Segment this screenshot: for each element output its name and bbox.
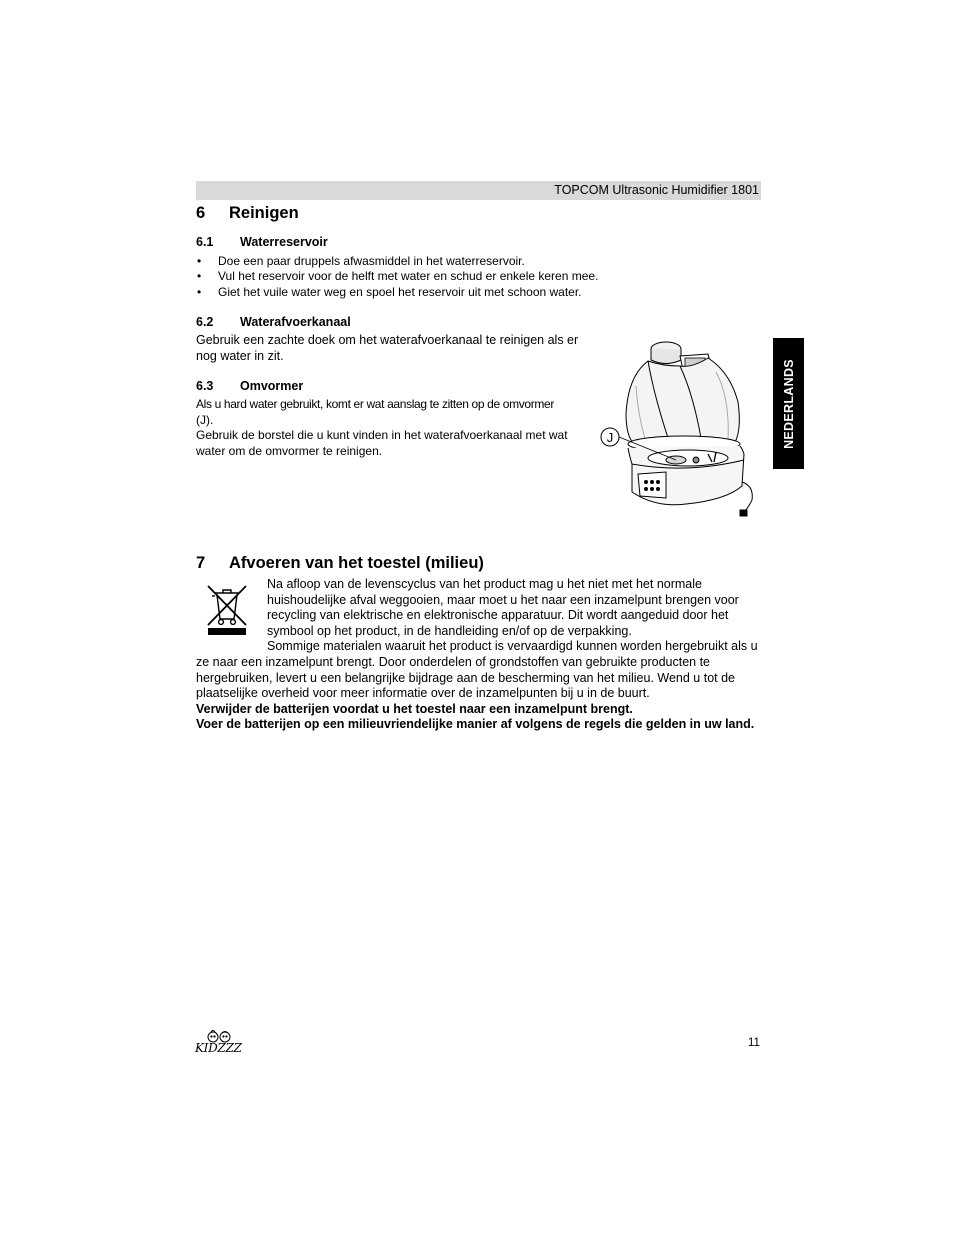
- bullet-item: • Doe een paar druppels afwasmiddel in het waterreservoir.: [196, 254, 598, 269]
- section-6-3-paragraph: [196, 397, 568, 459]
- paragraph-line: symbool op het product, in de handleiding en/of op de verpakking.: [267, 623, 632, 638]
- section-6-title: Reinigen: [229, 204, 299, 222]
- section-6-2-number: 6.2: [196, 315, 214, 329]
- section-6-1-bullet-list: [196, 254, 598, 300]
- paragraph-line: Sommige materialen waaruit het product is vervaardigd kunnen worden hergebruikt als u: [267, 639, 758, 654]
- kidzzz-logo: [194, 1028, 246, 1058]
- logo-text: KIDZZZ: [195, 1041, 242, 1055]
- section-6-1-heading: [196, 235, 328, 250]
- section-6-2-paragraph: [196, 333, 578, 364]
- section-6-2-heading: [196, 315, 351, 330]
- crossed-out-wheelie-bin-icon: [204, 583, 250, 637]
- bullet-item: • Vul het reservoir voor de helft met water en schud er enkele keren mee.: [196, 269, 598, 284]
- paragraph-line: Gebruik een zachte doek om het waterafvoerkanaal te reinigen als er: [196, 333, 579, 347]
- section-7-number: 7: [196, 554, 206, 572]
- section-6-1-title: Waterreservoir: [240, 235, 328, 249]
- bullet-item: • Giet het vuile water weg en spoel het reservoir uit met schoon water.: [196, 285, 598, 300]
- section-7-intro-paragraph: [267, 577, 758, 655]
- paragraph-line: huishoudelijke afval weggooien, maar moet u het naar een inzamelpunt brengen voor: [267, 592, 739, 607]
- battery-removal-note: Verwijder de batterijen voordat u het toestel naar een inzamelpunt brengt.: [196, 701, 633, 716]
- paragraph-line: ze naar een inzamelpunt brengt. Door onderdelen of grondstoffen van gebruikte producten te: [196, 655, 711, 669]
- paragraph-line: Na afloop van de levenscyclus van het product mag u het niet met het normale: [267, 577, 702, 591]
- battery-disposal-note: Voer de batterijen op een milieuvriendelijke manier af volgens de regels die gelden in uw land.: [196, 717, 755, 732]
- paragraph-line: nog water in zit.: [196, 348, 284, 363]
- paragraph-line: Gebruik de borstel die u kunt vinden in het waterafvoerkanaal met wat: [196, 428, 568, 443]
- paragraph-line: recycling van elektrische en elektronische apparatuur. Dit wordt aangeduid door het: [267, 608, 729, 623]
- section-6-number: 6: [196, 204, 206, 222]
- section-6-3-title: Omvormer: [240, 379, 304, 393]
- section-6-heading: [196, 203, 299, 223]
- paragraph-line: plaatselijke overheid voor meer informatie over de inzamelpunten bij u in de buurt.: [196, 686, 650, 701]
- language-tab: [773, 338, 804, 469]
- page-number: 11: [748, 1037, 760, 1049]
- header-bar: [196, 181, 761, 200]
- paragraph-line: water om de omvormer te reinigen.: [196, 443, 383, 458]
- section-7-heading: [196, 553, 484, 573]
- humidifier-illustration: [596, 336, 762, 520]
- section-7-paragraph: [196, 655, 754, 733]
- section-7-title: Afvoeren van het toestel (milieu): [229, 554, 484, 572]
- section-6-2-title: Waterafvoerkanaal: [240, 315, 351, 329]
- callout-label-j: J: [606, 430, 614, 445]
- header-title: TOPCOM Ultrasonic Humidifier 1801: [554, 183, 759, 197]
- section-6-3-number: 6.3: [196, 379, 214, 393]
- paragraph-line: hergebruiken, levert u een belangrijke bijdrage aan de bescherming van het milieu. Wend u tot de: [196, 670, 735, 685]
- section-6-1-number: 6.1: [196, 235, 214, 249]
- paragraph-line: Als u hard water gebruikt, komt er wat aanslag te zitten op de omvormer: [196, 397, 554, 411]
- language-tab-label: NEDERLANDS: [781, 358, 796, 449]
- section-6-3-heading: [196, 379, 303, 394]
- paragraph-line: (J).: [196, 412, 214, 427]
